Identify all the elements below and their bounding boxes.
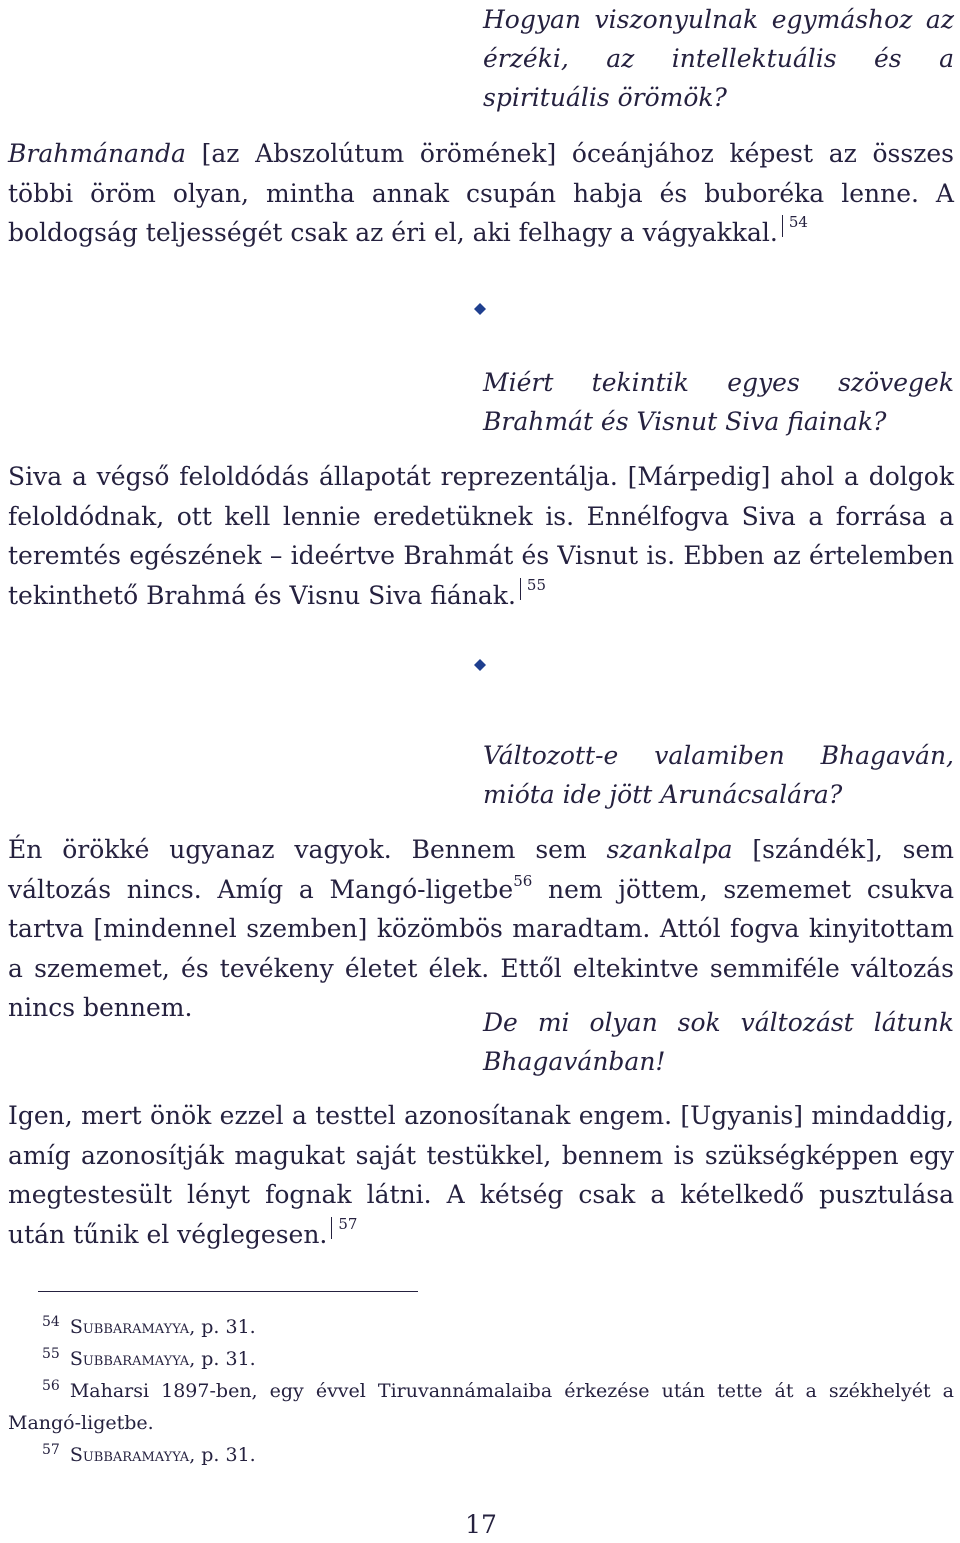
footnote-ref-55[interactable]: 55 (520, 578, 546, 600)
answer-3 (8, 830, 954, 1028)
answer-3-term: szankalpa (606, 835, 733, 864)
footnote-author: Subbaramayya (69, 1444, 190, 1466)
page-number: 17 (465, 1510, 497, 1539)
answer-1-term: Brahmánanda (8, 139, 186, 168)
footnote-text: Maharsi 1897-ben, egy évvel Tiruvannámalaiba érkezése után tette át a székhelyét a Mangó-ligetbe. (8, 1380, 954, 1434)
footnote-ref-54[interactable]: 54 (782, 215, 808, 237)
footnote-author: Subbaramayya (69, 1348, 190, 1370)
footnote-ref-57[interactable]: 57 (331, 1217, 357, 1239)
footnote-separator (38, 1291, 418, 1292)
footnote-54 (8, 1311, 954, 1343)
answer-3-text-c: nem jöttem, szememet csukva tartva [mindennel szemben] közömbös maradtam. Attól fogva kinyitottam a szememet, és tevékeny életet élek. Ettől eltekintve semmiféle változás nincs bennem. (8, 874, 954, 1022)
question-2: Miért tekintik egyes szövegek Brahmát és Visnut Siva fiainak? (483, 368, 954, 436)
footnote-text: , p. 31. (189, 1348, 256, 1370)
footnote-text: , p. 31. (189, 1444, 256, 1466)
answer-2-text: Siva a végső feloldódás állapotát reprezentálja. [Márpedig] ahol a dolgok feloldódnak, ott kell lennie eredetüknek is. Ennélfogva Siva a forrása a teremtés egészének – ideértve Brahmát és Visnut is. Ebben az értelemben tekinthető Brahmá és Visnu Siva fiának. (8, 462, 954, 610)
answer-3-text-a: Én örökké ugyanaz vagyok. Bennem sem (8, 835, 607, 864)
footnote-55 (8, 1343, 954, 1375)
diamond-icon (474, 303, 486, 315)
footnote-56 (8, 1375, 954, 1439)
question-1: Hogyan viszonyulnak egymáshoz az érzéki, az intellektuális és a spirituális örömök? (483, 5, 954, 112)
question-3: Változott-e valamiben Bhagaván, mióta ide jött Arunácsalára? (483, 741, 954, 809)
answer-1 (8, 134, 954, 253)
footnote-number: 57 (42, 1442, 60, 1458)
footnote-number: 55 (42, 1346, 60, 1362)
question-4: De mi olyan sok változást látunk Bhagavánban! (483, 1008, 954, 1076)
answer-2 (8, 457, 954, 615)
answer-4-text: Igen, mert önök ezzel a testtel azonosítanak engem. [Ugyanis] mindaddig, amíg azonosítják magukat saját testükkel, bennem is szükségképpen egy megtestesült lényt fognak látni. A kétség csak a kételkedő pusztulása után tűnik el véglegesen. (8, 1101, 954, 1249)
footnote-57 (8, 1439, 954, 1471)
document-page (8, 0, 954, 1543)
footnote-number: 56 (42, 1378, 60, 1394)
footnote-ref-56[interactable]: 56 (513, 871, 533, 890)
footnote-number: 54 (42, 1314, 60, 1330)
footnote-text: , p. 31. (189, 1316, 256, 1338)
diamond-icon (474, 659, 486, 671)
answer-3-text-b: [szándék], sem változás nincs. Amíg a Mangó-ligetbe (8, 835, 954, 904)
answer-4 (8, 1096, 954, 1254)
answer-1-text: [az Abszolútum örömének] óceánjához képest az összes többi öröm olyan, mintha annak csupán habja és buboréka lenne. A boldogság teljességét csak az éri el, aki felhagy a vágyakkal. (8, 139, 954, 247)
footnote-author: Subbaramayya (69, 1316, 190, 1338)
